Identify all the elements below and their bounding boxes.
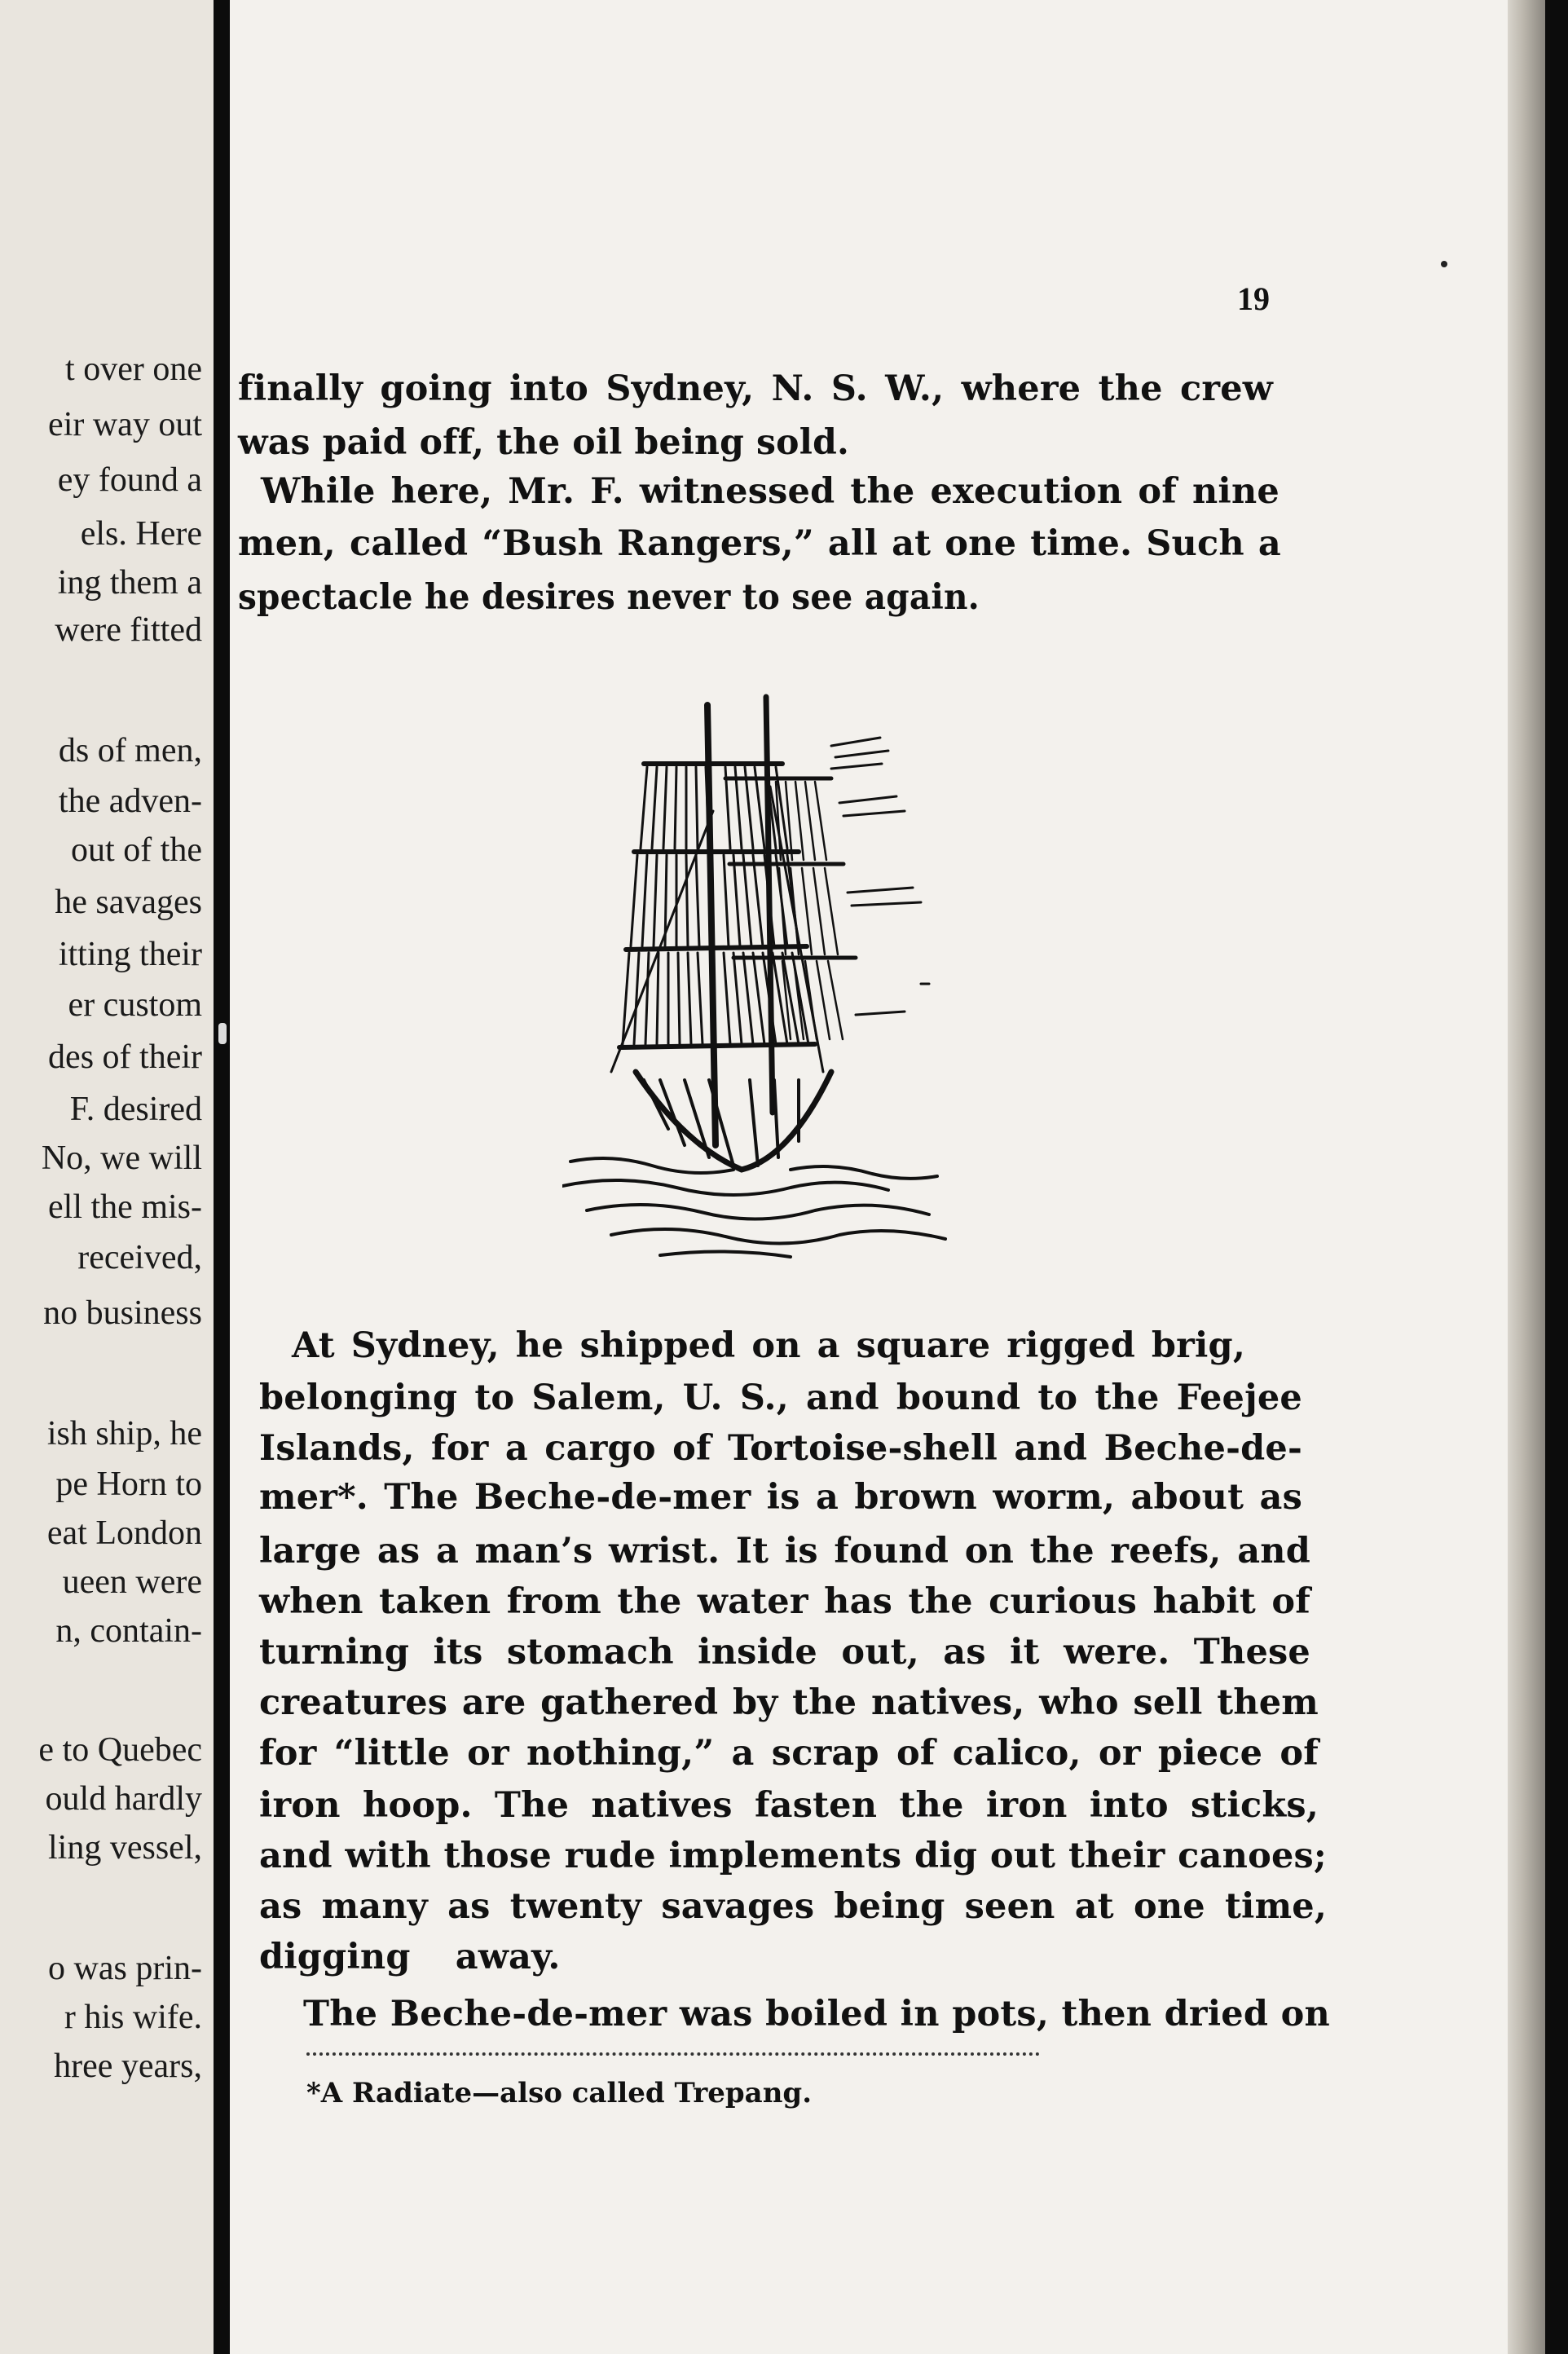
facing-page-line: ey found a — [57, 461, 202, 499]
body-text-line: The Beche-de-mer was boiled in pots, then dried on — [303, 1994, 1330, 2034]
body-text-line: spectacle he desires never to see again. — [238, 577, 980, 618]
facing-page-line: received, — [77, 1239, 202, 1276]
facing-page-line: ueen were — [62, 1563, 202, 1601]
facing-page-line: t over one — [65, 350, 202, 388]
facing-page-line: eir way out — [48, 406, 202, 443]
body-text-line: turning its stomach inside out, as it were. These — [259, 1632, 1310, 1673]
facing-page-line: ds of men, — [58, 732, 202, 769]
facing-page-line: were fitted — [55, 611, 202, 649]
facing-page-line: F. desired — [69, 1091, 202, 1128]
facing-page-line: des of their — [48, 1038, 202, 1076]
body-text-line: mer*. The Beche-de-mer is a brown worm, about as — [259, 1477, 1302, 1518]
facing-page-line: ling vessel, — [48, 1829, 202, 1867]
body-text-line: large as a man’s wrist. It is found on the reefs, and — [259, 1531, 1310, 1572]
facing-page-line: ell the mis- — [48, 1188, 202, 1226]
facing-page-line: o was prin- — [48, 1950, 202, 1987]
facing-page-line: er custom — [68, 986, 202, 1024]
sailing-ship-icon — [562, 689, 986, 1259]
facing-page-line: out of the — [71, 831, 202, 869]
body-text-line: when taken from the water has the curious habit of — [259, 1581, 1310, 1622]
footnote-separator — [306, 2052, 1040, 2056]
body-text-line: At Sydney, he shipped on a square rigged brig, — [292, 1325, 1245, 1366]
facing-page-line: ish ship, he — [46, 1415, 202, 1453]
facing-page-line: ould hardly — [45, 1780, 202, 1818]
body-text-line: While here, Mr. F. witnessed the execution of nine — [261, 471, 1280, 512]
facing-page-line: ing them a — [57, 564, 202, 602]
body-text-line: was paid off, the oil being sold. — [238, 422, 849, 463]
body-text-line: as many as twenty savages being seen at one time, — [259, 1886, 1327, 1927]
body-text-line: men, called “Bush Rangers,” all at one time. Such a — [238, 523, 1281, 564]
body-text-line: iron hoop. The natives fasten the iron into sticks, — [259, 1785, 1319, 1826]
facing-page-line: itting their — [58, 936, 202, 973]
facing-page-line: pe Horn to — [55, 1466, 202, 1503]
body-text-line: and with those rude implements dig out their canoes; — [259, 1836, 1327, 1876]
facing-page-line: e to Quebec — [38, 1731, 202, 1769]
facing-page-line: he savages — [55, 884, 202, 921]
body-text-line: Islands, for a cargo of Tortoise-shell and Beche-de- — [259, 1428, 1302, 1469]
ink-speck — [1441, 261, 1447, 267]
facing-page-line: eat London — [46, 1514, 202, 1552]
page-number: 19 — [1237, 280, 1270, 317]
facing-page-line: the adven- — [58, 782, 202, 820]
body-text-line: creatures are gathered by the natives, who sell them — [259, 1682, 1319, 1723]
facing-page-line: els. Here — [80, 515, 202, 553]
facing-page-line: n, contain- — [55, 1612, 202, 1650]
facing-page-line: no business — [43, 1294, 202, 1332]
facing-page-line: No, we will — [41, 1140, 202, 1177]
facing-page-line: r his wife. — [64, 1999, 202, 2036]
footnote: *A Radiate—also called Trepang. — [306, 2077, 813, 2109]
body-text-line: belonging to Salem, U. S., and bound to the Feejee — [259, 1378, 1302, 1418]
body-text-line: digging away. — [259, 1937, 561, 1977]
facing-page-line: hree years, — [54, 2048, 202, 2085]
page-edge — [1508, 0, 1545, 2354]
body-text-line: finally going into Sydney, N. S. W., where the crew — [238, 368, 1273, 409]
body-text-line: for “little or nothing,” a scrap of calico, or piece of — [259, 1733, 1319, 1774]
ink-speck — [218, 1023, 227, 1044]
